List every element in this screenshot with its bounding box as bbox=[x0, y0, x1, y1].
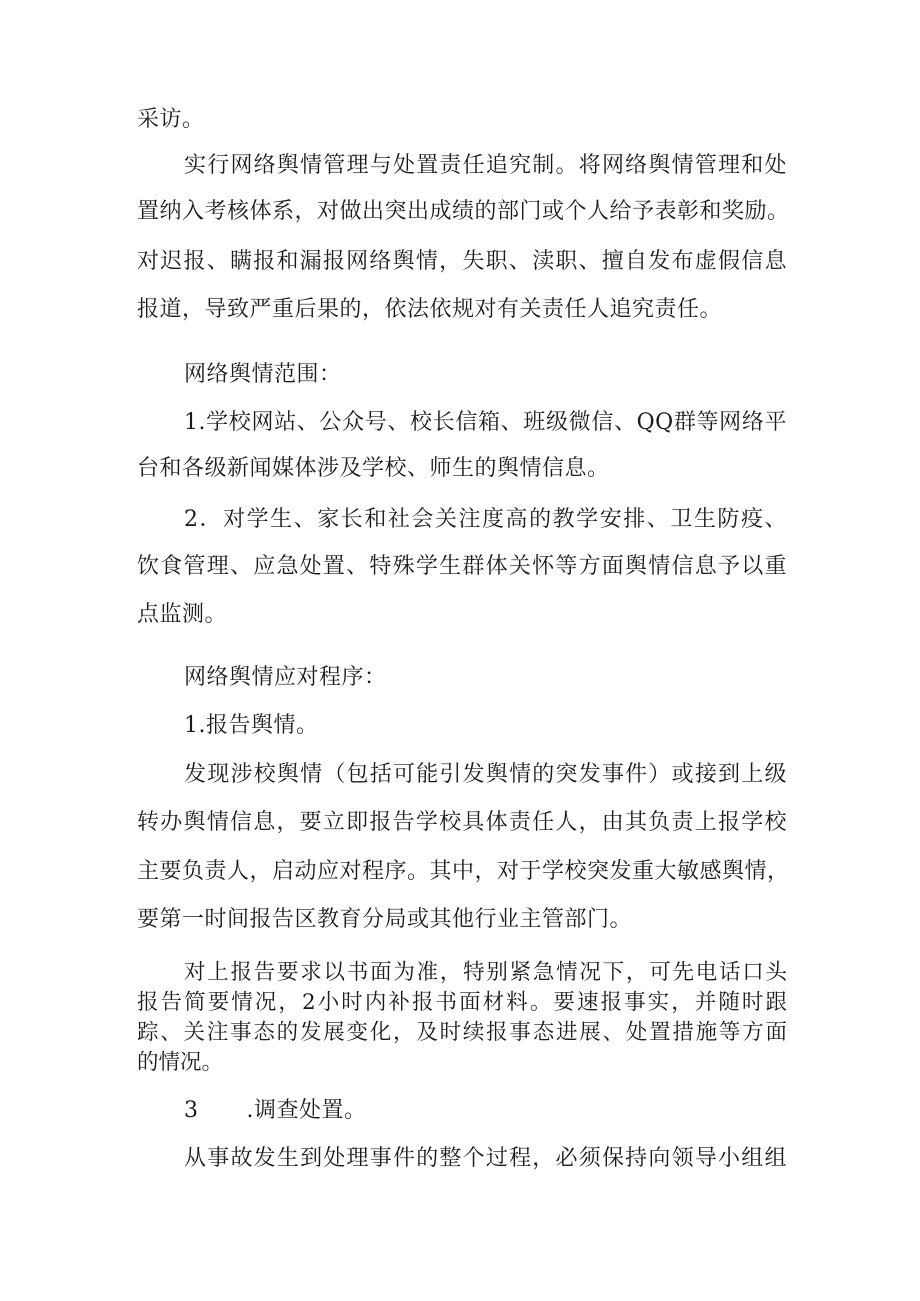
paragraph-line: 发现涉校舆情（包括可能引发舆情的突发事件）或接到上级 bbox=[184, 762, 787, 787]
paragraph-line: 主要负责人，启动应对程序。其中，对于学校突发重大敏感舆情， bbox=[137, 859, 790, 884]
list-item-line: 2．对学生、家长和社会关注度高的教学安排、卫生防疫、 bbox=[184, 507, 787, 532]
paragraph-line: 的情况。 bbox=[137, 1050, 224, 1075]
paragraph-line: 置纳入考核体系，对做出突出成绩的部门或个人给予表彰和奖励。 bbox=[137, 199, 790, 224]
list-item-line bbox=[184, 1096, 787, 1126]
list-item-text: .调查处置。 bbox=[246, 1098, 367, 1123]
paragraph-line: 踪、关注事态的发展变化，及时续报事态进展、处置措施等方面 bbox=[137, 1020, 787, 1045]
list-number: 3 bbox=[184, 1098, 199, 1123]
paragraph-line: 报告简要情况，2小时内补报书面材料。要速报事实，并随时跟 bbox=[137, 990, 787, 1015]
paragraph-line: 从事故发生到处理事件的整个过程，必须保持向领导小组组 bbox=[184, 1146, 787, 1171]
paragraph-line: 要第一时间报告区教育分局或其他行业主管部门。 bbox=[137, 907, 633, 932]
paragraph-line: 对迟报、瞒报和漏报网络舆情，失职、渎职、擅自发布虚假信息 bbox=[137, 249, 787, 274]
paragraph-line: 报道，导致严重后果的，依法依规对有关责任人追究责任。 bbox=[137, 297, 723, 322]
section-heading: 网络舆情范围： bbox=[184, 362, 342, 387]
paragraph-line: 转办舆情信息，要立即报告学校具体责任人，由其负责上报学校 bbox=[137, 810, 787, 835]
list-item-line: 台和各级新闻媒体涉及学校、师生的舆情信息。 bbox=[137, 456, 610, 481]
list-item-line: 点监测。 bbox=[137, 602, 228, 627]
list-item-line: 1.报告舆情。 bbox=[184, 713, 319, 738]
paragraph-line: 采访。 bbox=[137, 107, 205, 132]
paragraph-line: 对上报告要求以书面为准，特别紧急情况下，可先电话口头 bbox=[184, 960, 787, 985]
paragraph-line: 实行网络舆情管理与处置责任追究制。将网络舆情管理和处 bbox=[184, 153, 787, 178]
list-item-line: 1.学校网站、公众号、校长信箱、班级微信、QQ群等网络平 bbox=[184, 410, 787, 435]
section-heading: 网络舆情应对程序： bbox=[184, 665, 387, 690]
list-item-line: 饮食管理、应急处置、特殊学生群体关怀等方面舆情信息予以重 bbox=[137, 554, 787, 579]
